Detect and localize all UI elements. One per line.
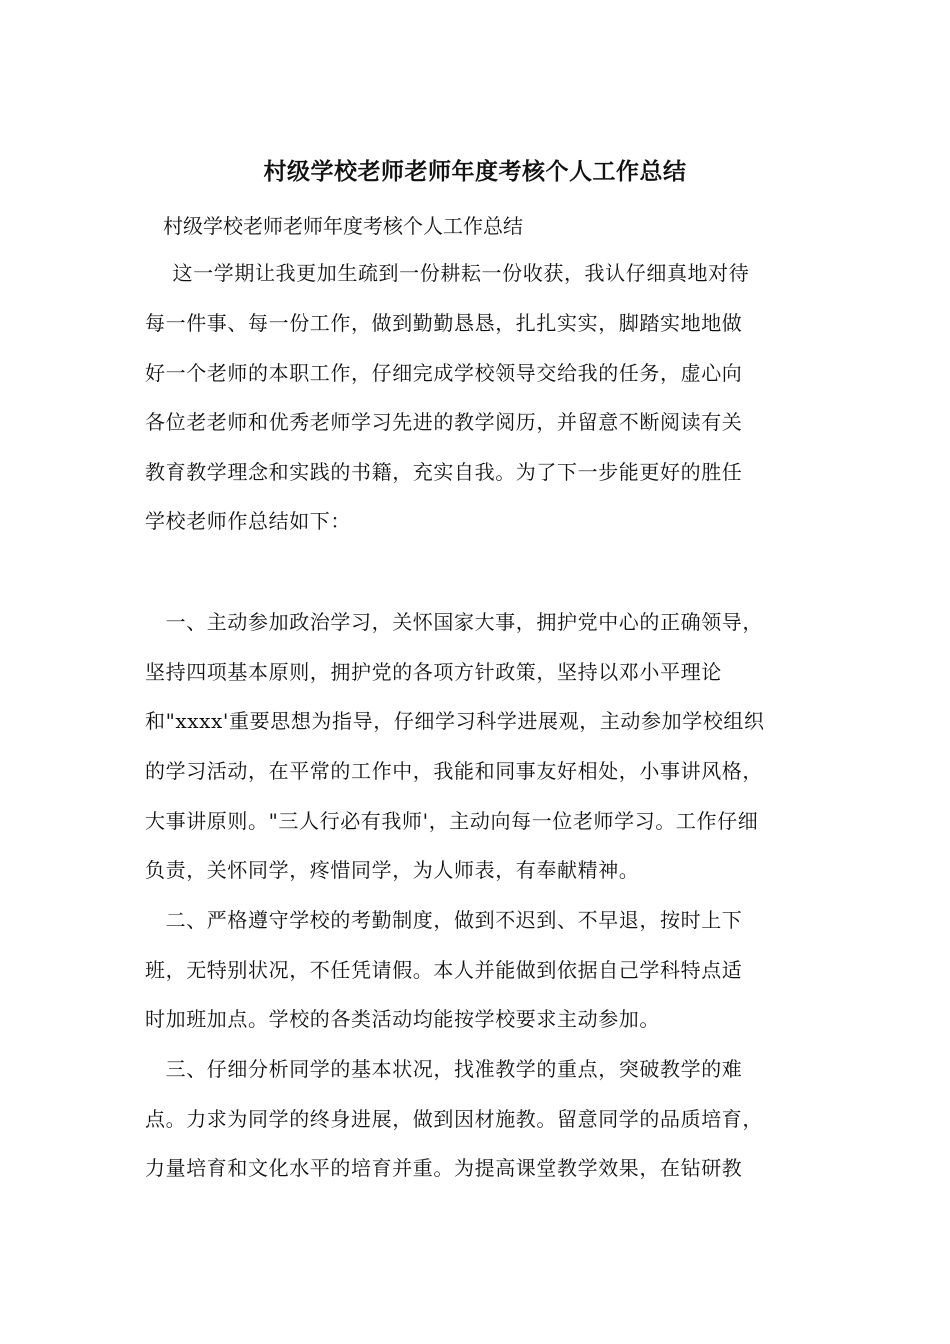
body-line: 二、严格遵守学校的考勤制度，做到不迟到、不早退，按时上下 <box>145 908 743 932</box>
body-line: 和"xxxx'重要思想为指导，仔细学习科学进展观，主动参加学校组织 <box>145 709 765 733</box>
body-line: 力量培育和文化水平的培育并重。为提高课堂教学效果，在钻研教 <box>145 1156 743 1180</box>
body-line: 点。力求为同学的终身进展，做到因材施教。留意同学的品质培育， <box>145 1107 763 1131</box>
body-line: 这一学期让我更加生疏到一份耕耘一份收获，我认仔细真地对待 <box>145 261 750 285</box>
body-line: 班，无特别状况，不任凭请假。本人并能做到依据自己学科特点适 <box>145 958 743 982</box>
body-line: 负责，关怀同学，疼惜同学，为人师表，有奉献精神。 <box>145 858 640 882</box>
body-line: 三、仔细分析同学的基本状况，找准教学的重点，突破教学的难 <box>145 1057 743 1081</box>
body-line: 学校老师作总结如下： <box>145 509 351 533</box>
body-line: 时加班加点。学校的各类活动均能按学校要求主动参加。 <box>145 1007 660 1031</box>
document-title: 村级学校老师老师年度考核个人工作总结 <box>263 158 687 185</box>
body-line: 的学习活动，在平常的工作中，我能和同事友好相处，小事讲风格， <box>145 759 763 783</box>
body-line: 好一个老师的本职工作，仔细完成学校领导交给我的任务，虚心向 <box>145 361 743 385</box>
body-line: 教育教学理念和实践的书籍，充实自我。为了下一步能更好的胜任 <box>145 460 743 484</box>
body-line: 每一件事、每一份工作，做到勤勤恳恳，扎扎实实，脚踏实地地做 <box>145 311 743 335</box>
body-line: 大事讲原则。"三人行必有我师'，主动向每一位老师学习。工作仔细 <box>145 809 759 833</box>
body-line: 一、主动参加政治学习，关怀国家大事，拥护党中心的正确领导， <box>145 610 763 634</box>
document-subtitle: 村级学校老师老师年度考核个人工作总结 <box>163 214 523 238</box>
body-line: 坚持四项基本原则，拥护党的各项方针政策，坚持以邓小平理论 <box>145 660 722 684</box>
body-line: 各位老老师和优秀老师学习先进的教学阅历，并留意不断阅读有关 <box>145 410 743 434</box>
